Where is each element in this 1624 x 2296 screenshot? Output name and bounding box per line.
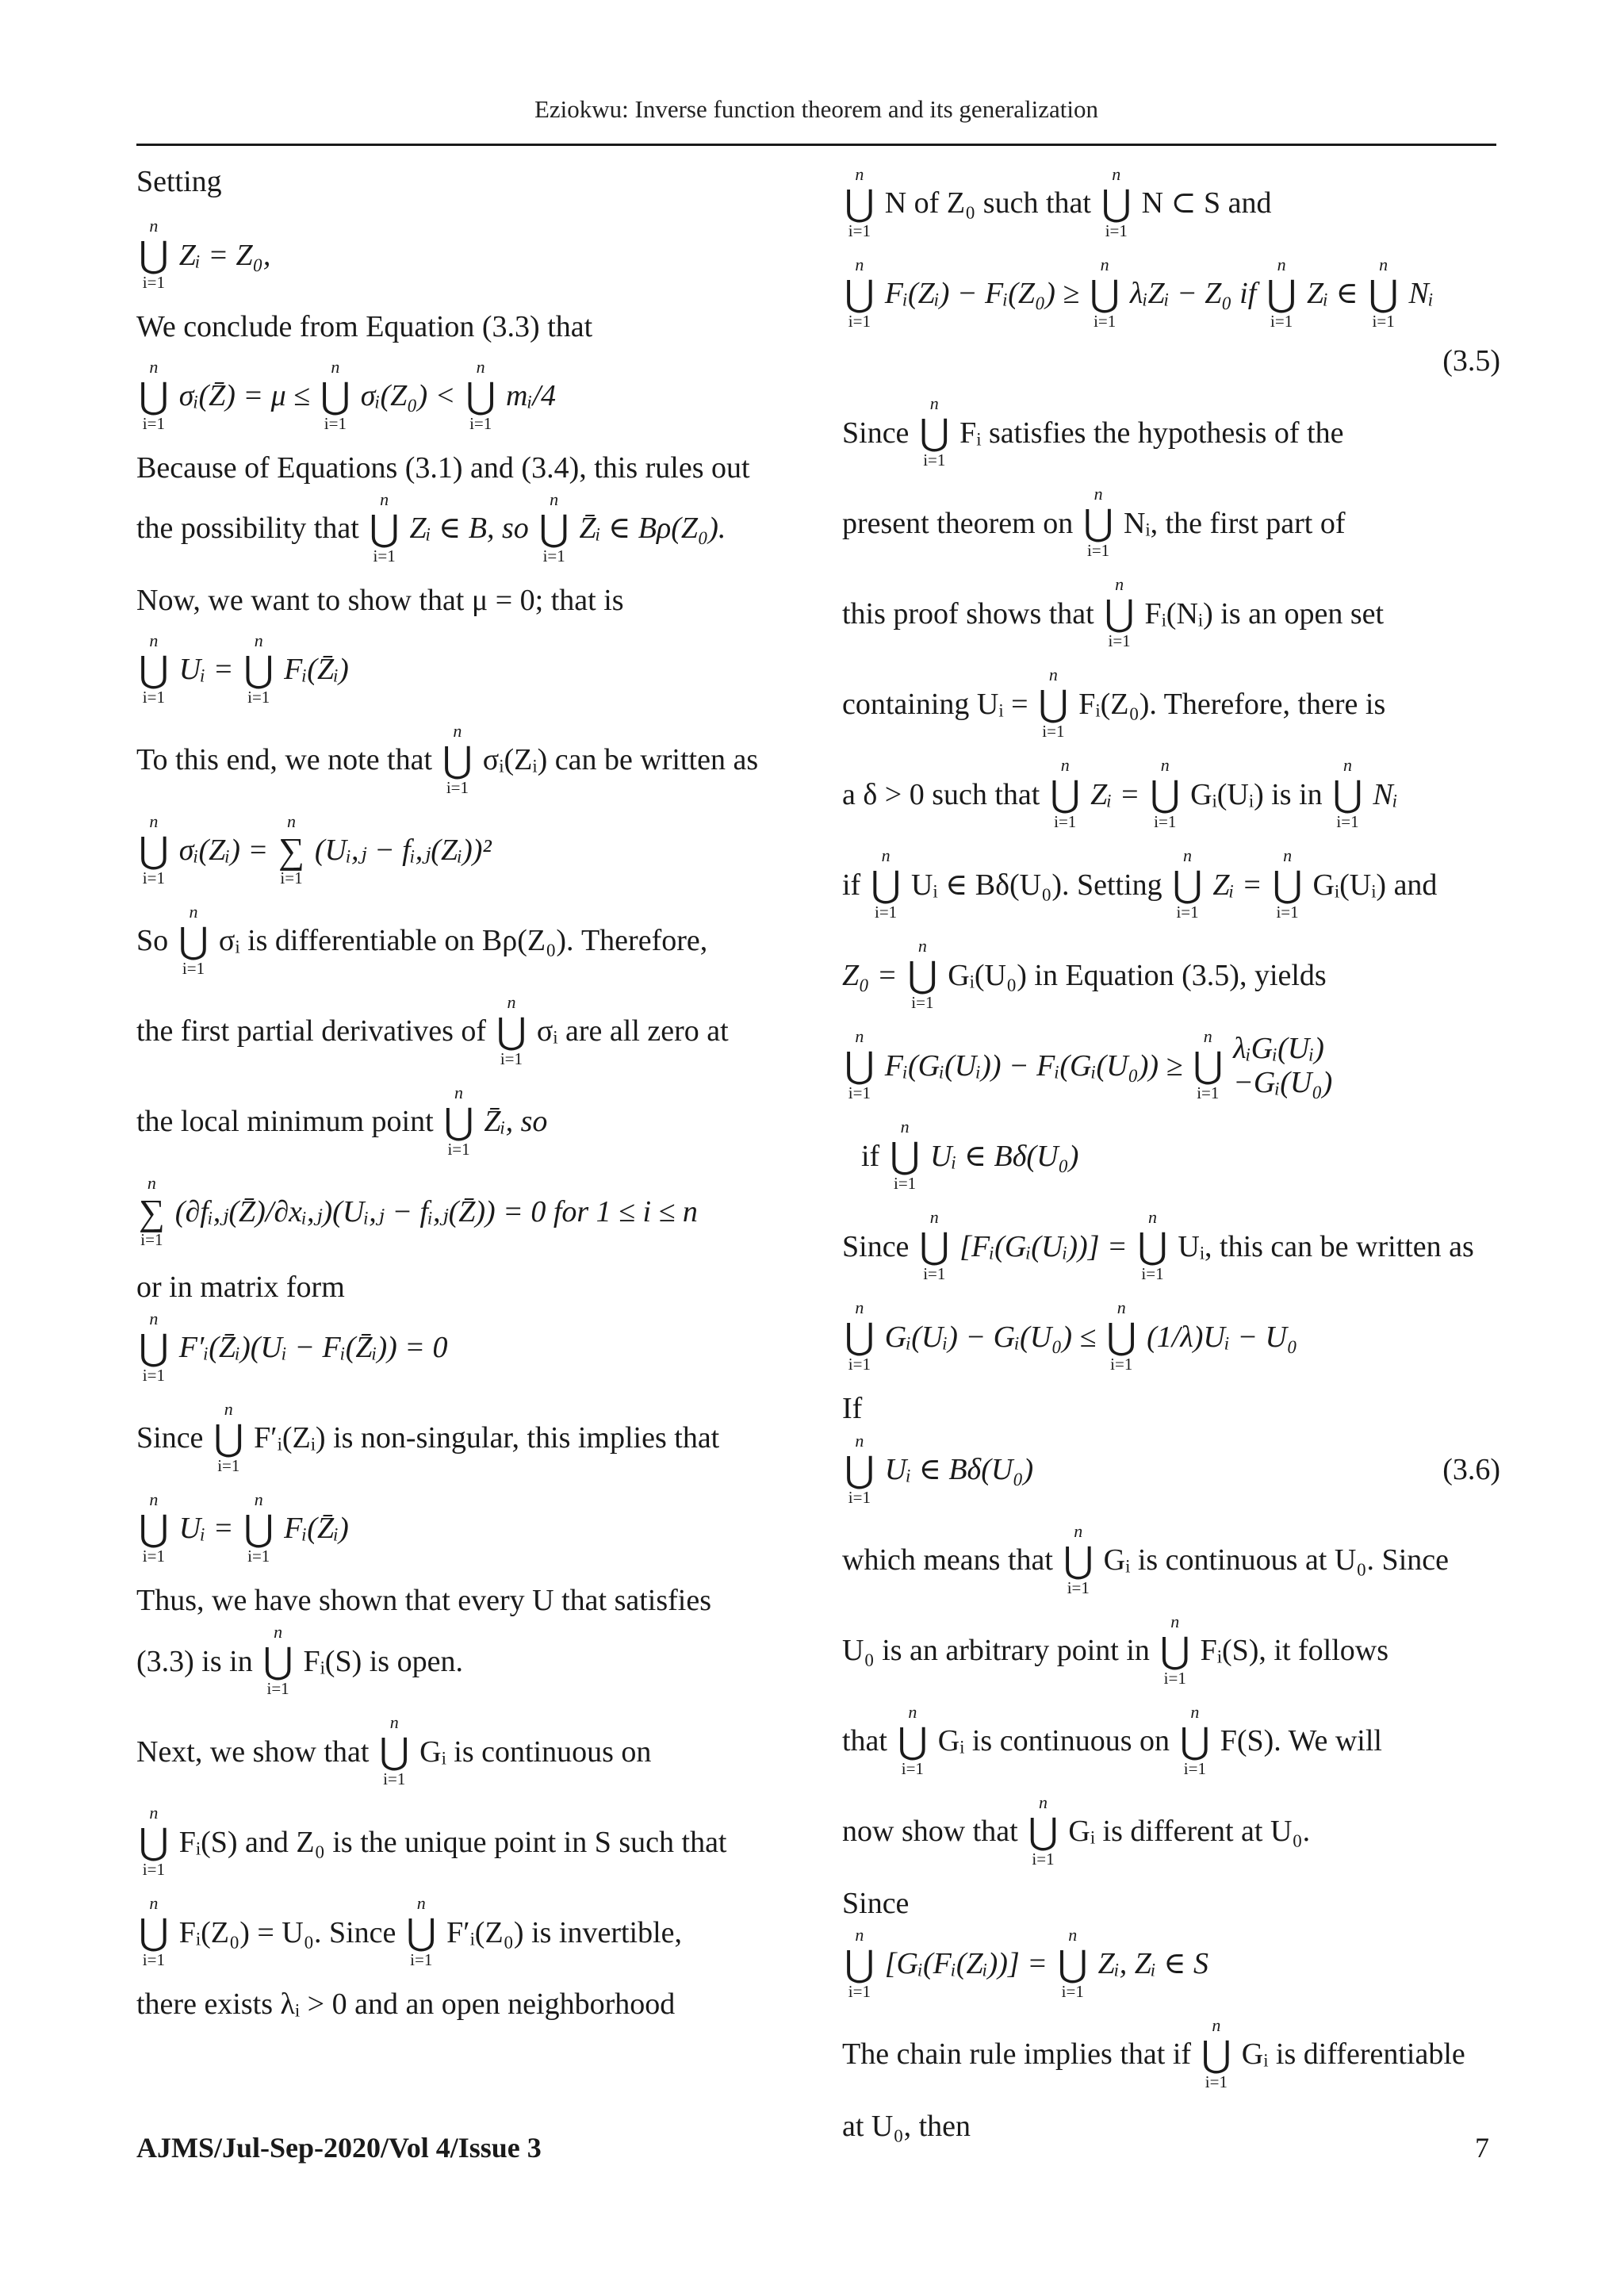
text-thus: Thus, we have shown that every U that satisfies [136, 1583, 711, 1617]
footer-journal: AJMS/Jul-Sep-2020/Vol 4/Issue 3 [136, 2132, 542, 2164]
header-rule [136, 144, 1496, 146]
text-setting: Setting [136, 165, 222, 198]
union-operator: n ⋃ i=1 [1083, 484, 1113, 561]
equation-matrix: n ⋃ i=1 F′ᵢ(Z̄ᵢ)(Uᵢ − Fᵢ(Z̄ᵢ)) = 0 [139, 1308, 448, 1385]
union-operator: n ⋃ i=1 [1172, 845, 1203, 922]
union-operator: n ⋃ i=1 [1106, 1297, 1137, 1374]
text-invertible: n ⋃ i=1 Fᵢ(Z₀) = U₀. Since n ⋃ i=1 F′ᵢ(Z₀) is invertible, [139, 1893, 683, 1970]
union-operator: n ⋃ i=1 [320, 356, 350, 433]
union-operator: n ⋃ i=1 [1150, 755, 1181, 832]
equation-sigma-sum: n ⋃ i=1 σᵢ(Zᵢ) = n ∑ i=1 (Uᵢ,ⱼ − fᵢ,ⱼ(Zᵢ))² [139, 811, 492, 887]
union-operator: n ⋃ i=1 [139, 1308, 169, 1385]
union-operator: n ⋃ i=1 [369, 489, 400, 566]
union-operator: n ⋃ i=1 [1063, 1520, 1094, 1597]
union-operator: n ⋃ i=1 [1272, 845, 1303, 922]
union-operator: n ⋃ i=1 [465, 356, 496, 433]
text-setting-z: if n ⋃ i=1 Uᵢ ∈ Bδ(U₀). Setting n ⋃ i=1 Zᵢ = n ⋃ i=1 Gᵢ(Uᵢ) and [842, 845, 1438, 922]
union-operator: n ⋃ i=1 [379, 1712, 410, 1789]
sum-operator: n ∑ i=1 [278, 811, 304, 887]
union-operator: n ⋃ i=1 [178, 901, 209, 978]
text-conclude: We conclude from Equation (3.3) that [136, 310, 593, 344]
running-header: Eziokwu: Inverse function theorem and its generalization [534, 95, 1099, 123]
text-chain-rule: The chain rule implies that if n ⋃ i=1 Gᵢ is differentiable [842, 2015, 1465, 2092]
union-operator: n ⋃ i=1 [496, 991, 527, 1068]
union-operator: n ⋃ i=1 [139, 1893, 169, 1970]
union-operator: n ⋃ i=1 [871, 845, 901, 922]
union-operator: n ⋃ i=1 [845, 1925, 875, 2002]
equation-g-f: n ⋃ i=1 [Gᵢ(Fᵢ(Zᵢ))] = n ⋃ i=1 Zᵢ, Zᵢ ∈ S [845, 1925, 1209, 2002]
union-operator: n ⋃ i=1 [1368, 255, 1399, 331]
equation-sigma-bound: n ⋃ i=1 σᵢ(Z̄) = μ ≤ n ⋃ i=1 σᵢ(Z₀) < n ⋃ i=1 mᵢ/4 [139, 356, 557, 433]
text-delta: a δ > 0 such that n ⋃ i=1 Zᵢ = n ⋃ i=1 Gᵢ(Uᵢ) is in n ⋃ i=1 Nᵢ [842, 755, 1398, 832]
union-operator: n ⋃ i=1 [1050, 755, 1081, 832]
union-operator: n ⋃ i=1 [1266, 255, 1297, 331]
text-since: Since [842, 1886, 910, 1920]
union-operator: n ⋃ i=1 [139, 1803, 169, 1880]
text-is-open: (3.3) is in n ⋃ i=1 Fᵢ(S) is open. [136, 1622, 463, 1699]
union-operator: n ⋃ i=1 [243, 1489, 274, 1566]
union-operator: n ⋃ i=1 [890, 1117, 920, 1194]
text-continuous-on: that n ⋃ i=1 Gᵢ is continuous on n ⋃ i=1 F(S). We will [842, 1701, 1382, 1778]
union-operator: n ⋃ i=1 [1159, 1611, 1190, 1688]
text-different-at: now show that n ⋃ i=1 Gᵢ is different at U₀. [842, 1792, 1311, 1869]
union-operator: n ⋃ i=1 [139, 356, 169, 433]
equation-3-5: n ⋃ i=1 Fᵢ(Zᵢ) − Fᵢ(Z₀) ≥ n ⋃ i=1 λᵢZᵢ − Z₀ if n ⋃ i=1 Zᵢ ∈ n ⋃ i=1 Nᵢ [845, 255, 1434, 331]
union-operator: n ⋃ i=1 [897, 1701, 928, 1778]
union-operator: n ⋃ i=1 [1137, 1207, 1168, 1284]
text-open-set: this proof shows that n ⋃ i=1 Fᵢ(Nᵢ) is an open set [842, 574, 1385, 651]
text-continuous-at: which means that n ⋃ i=1 Gᵢ is continuous at U₀. Since [842, 1520, 1449, 1597]
union-operator: n ⋃ i=1 [845, 1430, 875, 1507]
union-operator: n ⋃ i=1 [1090, 255, 1120, 331]
equation-3-6: n ⋃ i=1 Uᵢ ∈ Bδ(U₀) (3.6) [845, 1430, 1500, 1507]
union-operator: n ⋃ i=1 [213, 1398, 244, 1475]
union-operator: n ⋃ i=1 [845, 255, 875, 331]
text-so-differentiable: So n ⋃ i=1 σᵢ is differentiable on Bρ(Z₀). Therefore, [136, 901, 708, 978]
equation-u-f-2: n ⋃ i=1 Uᵢ = n ⋃ i=1 Fᵢ(Z̄ᵢ) [139, 1489, 349, 1566]
union-operator: n ⋃ i=1 [845, 1026, 875, 1103]
text-matrix-form: or in matrix form [136, 1270, 345, 1304]
equation-g-bound: n ⋃ i=1 Gᵢ(Uᵢ) − Gᵢ(U₀) ≤ n ⋃ i=1 (1/λ)Uᵢ − U₀ [845, 1297, 1298, 1374]
text-neighborhood-n: n ⋃ i=1 N of Z₀ such that n ⋃ i=1 N ⊂ S and [845, 164, 1272, 240]
text-partial-derivatives: the first partial derivatives of n ⋃ i=1 σᵢ are all zero at [136, 991, 729, 1068]
equation-g-inequality: n ⋃ i=1 Fᵢ(Gᵢ(Uᵢ)) − Fᵢ(Gᵢ(U₀)) ≥ n ⋃ i=1 λᵢGᵢ(Uᵢ) −Gᵢ(U₀) [845, 1026, 1333, 1103]
text-arbitrary-point: U₀ is an arbitrary point in n ⋃ i=1 Fᵢ(S), it follows [842, 1611, 1389, 1688]
union-operator: n ⋃ i=1 [139, 811, 169, 887]
union-operator: n ⋃ i=1 [538, 489, 569, 566]
right-column [842, 163, 1500, 2158]
union-operator: n ⋃ i=1 [243, 630, 274, 707]
text-there-exists: there exists λᵢ > 0 and an open neighborhood [136, 1987, 676, 2022]
union-operator: n ⋃ i=1 [442, 720, 473, 797]
union-operator: n ⋃ i=1 [1332, 755, 1363, 832]
text-unique-point: n ⋃ i=1 Fᵢ(S) and Z₀ is the unique point in S such that [139, 1803, 727, 1880]
text-since-f-g: Since n ⋃ i=1 [Fᵢ(Gᵢ(Uᵢ))] = n ⋃ i=1 Uᵢ, this can be written as [842, 1207, 1474, 1284]
union-operator: n ⋃ i=1 [1101, 164, 1132, 240]
text-yields: Z₀ = n ⋃ i=1 Gᵢ(U₀) in Equation (3.5), yields [842, 936, 1327, 1013]
text-hypothesis: Since n ⋃ i=1 Fᵢ satisfies the hypothesis of the [842, 393, 1344, 470]
text-if: If [842, 1392, 863, 1426]
text-present-theorem: present theorem on n ⋃ i=1 Nᵢ, the first part of [842, 484, 1346, 561]
text-non-singular: Since n ⋃ i=1 F′ᵢ(Zᵢ) is non-singular, this implies that [136, 1398, 720, 1475]
text-to-this-end: To this end, we note that n ⋃ i=1 σᵢ(Zᵢ) can be written as [136, 720, 759, 797]
union-operator: n ⋃ i=1 [1057, 1925, 1088, 2002]
equation-z-union: n ⋃ i=1 Zᵢ = Z₀, [139, 216, 271, 293]
text-containing: containing Uᵢ = n ⋃ i=1 Fᵢ(Z₀). Therefore, there is [842, 665, 1386, 742]
union-operator: n ⋃ i=1 [1180, 1701, 1210, 1778]
union-operator: n ⋃ i=1 [845, 1297, 875, 1374]
text-because: Because of Equations (3.1) and (3.4), this rules out [136, 450, 750, 485]
text-local-minimum: the local minimum point n ⋃ i=1 Z̄ᵢ, so [136, 1082, 548, 1159]
equation-number-3-5: (3.5) [1442, 344, 1500, 378]
sum-operator: n ∑ i=1 [139, 1172, 165, 1249]
union-operator: n ⋃ i=1 [406, 1893, 437, 1970]
text-next-continuous: Next, we show that n ⋃ i=1 Gᵢ is continuous on [136, 1712, 652, 1789]
union-operator: n ⋃ i=1 [262, 1622, 293, 1699]
union-operator: n ⋃ i=1 [919, 393, 950, 470]
text-possibility: the possibility that n ⋃ i=1 Zᵢ ∈ B, so n ⋃ i=1 Z̄ᵢ ∈ Bρ(Z₀). [136, 489, 726, 566]
left-column [136, 163, 795, 2036]
union-operator: n ⋃ i=1 [1193, 1026, 1224, 1103]
union-operator: n ⋃ i=1 [139, 630, 169, 707]
equation-partial-sum: n ∑ i=1 (∂fᵢ,ⱼ(Z̄)/∂xᵢ,ⱼ)(Uᵢ,ⱼ − fᵢ,ⱼ(Z̄)) = 0 for 1 ≤ i ≤ n [139, 1172, 698, 1249]
text-at-u0: at U₀, then [842, 2110, 971, 2144]
union-operator: n ⋃ i=1 [907, 936, 938, 1013]
union-operator: n ⋃ i=1 [443, 1082, 474, 1159]
union-operator: n ⋃ i=1 [1104, 574, 1135, 651]
text-show-mu: Now, we want to show that μ = 0; that is [136, 584, 624, 618]
equation-u-f: n ⋃ i=1 Uᵢ = n ⋃ i=1 Fᵢ(Z̄ᵢ) [139, 630, 349, 707]
union-operator: n ⋃ i=1 [1028, 1792, 1059, 1869]
union-operator: n ⋃ i=1 [845, 164, 875, 240]
union-operator: n ⋃ i=1 [139, 1489, 169, 1566]
union-operator: n ⋃ i=1 [1038, 665, 1069, 742]
union-operator: n ⋃ i=1 [1201, 2015, 1231, 2092]
union-operator: n ⋃ i=1 [919, 1207, 950, 1284]
equation-if-u: if n ⋃ i=1 Uᵢ ∈ Bδ(U₀) [861, 1117, 1079, 1194]
union-operator: n ⋃ i=1 [139, 216, 169, 293]
page-number: 7 [1475, 2132, 1489, 2164]
equation-number-3-6: (3.6) [1442, 1453, 1500, 1487]
